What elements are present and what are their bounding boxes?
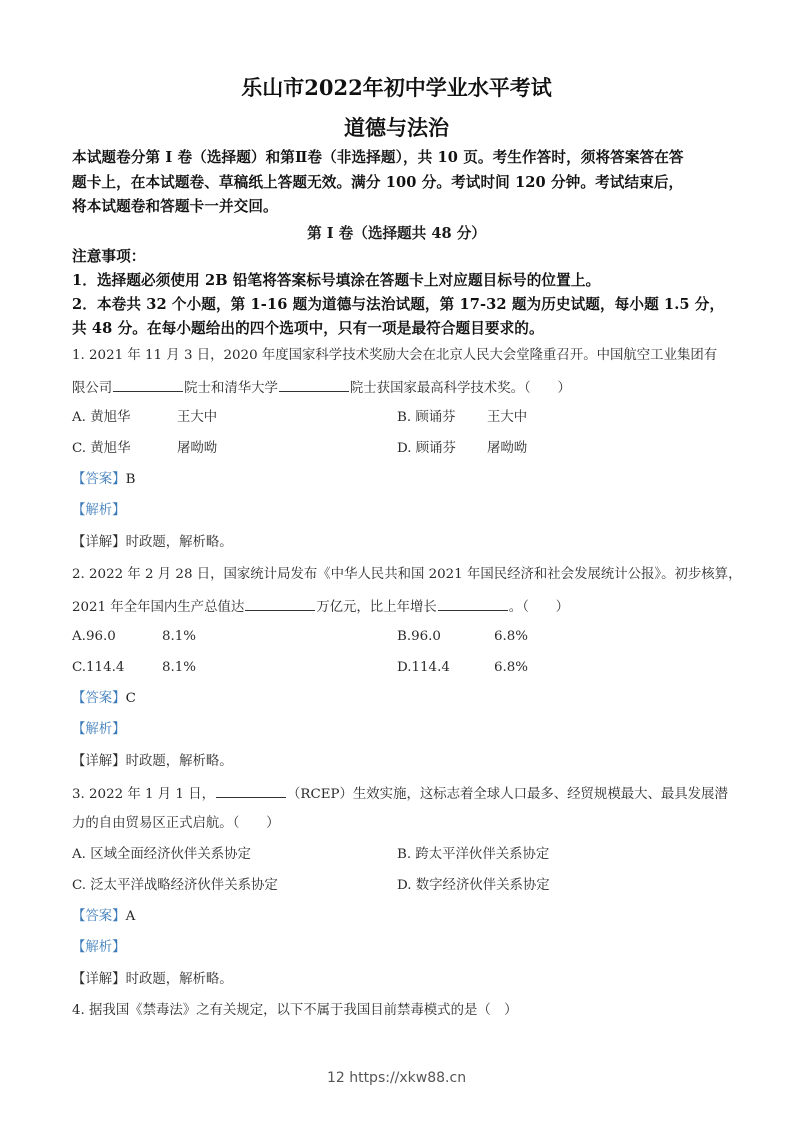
q3-option-c: C. 泛太平洋战略经济伙伴关系协定 — [72, 878, 278, 893]
question-1-stem-line-1: 1. 2021 年 11 月 3 日，2020 年度国家科学技术奖励大会在北京人民大会堂隆重召开。中国航空工业集团有 — [72, 348, 718, 363]
exam-subject: 道德与法治 — [344, 115, 449, 140]
q2-stem-part-a: 2021 年全年国内生产总值达 — [72, 600, 245, 615]
analysis-label: 【解析】 — [72, 940, 126, 955]
fill-blank — [216, 783, 286, 798]
note-item-2-cont: 共 48 分。在每小题给出的四个选项中，只有一项是最符合题目要求的。 — [72, 320, 544, 337]
q2-detail — [72, 752, 233, 772]
page-footer: 12 https://xkw88.cn — [326, 1070, 467, 1086]
q3-option-d: D. 数字经济伙伴关系协定 — [397, 878, 550, 893]
q1-stem-part-c: 院士获国家最高科学技术奖。（ ） — [349, 381, 571, 396]
q3-option-a: A. 区域全面经济伙伴关系协定 — [72, 847, 251, 862]
q1-detail — [72, 533, 233, 553]
q3-option-b: B. 跨太平洋伙伴关系协定 — [397, 847, 550, 862]
answer-label: 【答案】 — [72, 909, 126, 924]
fill-blank — [113, 377, 183, 392]
intro-line-2: 题卡上，在本试题卷、草稿纸上答题无效。满分 100 分。考试时间 120 分钟。考试结束后， — [72, 174, 684, 191]
q2-option-d: D.114.4 6.8% — [397, 660, 529, 675]
q1-answer — [72, 470, 135, 490]
note-item-1: 1．选择题必须使用 2B 铅笔将答案标号填涂在答题卡上对应题目标号的位置上。 — [72, 272, 601, 289]
q3-detail — [72, 970, 233, 990]
answer-value: A — [125, 909, 136, 924]
q2-option-b: B.96.0 6.8% — [397, 629, 529, 644]
question-2-stem-line-1: 2. 2022 年 2 月 28 日，国家统计局发布《中华人民共和国 2021 年国民经济和社会发展统计公报》。初步核算， — [72, 567, 742, 582]
q3-stem-part-b: （RCEP）生效实施，这标志着全球人口最多、经贸规模最大、最具发展潜 — [287, 787, 728, 802]
question-1-stem-line-2 — [72, 377, 571, 399]
detail-label: 【详解】 — [72, 754, 126, 769]
detail-text: 时政题，解析略。 — [125, 535, 233, 550]
detail-text: 时政题，解析略。 — [125, 972, 233, 987]
fill-blank — [245, 596, 315, 611]
detail-text: 时政题，解析略。 — [125, 754, 233, 769]
answer-value: B — [125, 472, 136, 487]
question-3-stem-line-2: 力的自由贸易区正式启航。（ ） — [72, 816, 280, 831]
q2-option-a: A.96.0 8.1% — [72, 629, 197, 644]
q2-answer — [72, 689, 136, 709]
q2-option-c: C.114.4 8.1% — [72, 660, 197, 675]
intro-line-1: 本试题卷分第 I 卷（选择题）和第Ⅱ卷（非选择题），共 10 页。考生作答时，须将答案答在答 — [72, 149, 684, 166]
analysis-label: 【解析】 — [72, 503, 126, 518]
question-4-stem-line-1: 4. 据我国《禁毒法》之有关规定，以下不属于我国目前禁毒模式的是（ ） — [72, 1003, 518, 1018]
intro-line-3: 将本试题卷和答题卡一并交回。 — [72, 198, 278, 215]
notes-heading: 注意事项： — [72, 248, 146, 265]
q1-analysis — [72, 501, 126, 521]
q3-answer — [72, 907, 135, 927]
q3-analysis — [72, 938, 126, 958]
q2-stem-part-c: 。（ ） — [508, 600, 570, 615]
q1-stem-part-b: 院士和清华大学 — [184, 381, 278, 396]
q2-analysis — [72, 720, 126, 740]
q1-option-a: A. 黄旭华 王大中 — [72, 410, 218, 425]
q3-stem-part-a: 3. 2022 年 1 月 1 日， — [72, 787, 215, 802]
q2-stem-part-b: 万亿元，比上年增长 — [316, 600, 437, 615]
fill-blank — [279, 377, 349, 392]
note-item-2: 2．本卷共 32 个小题，第 1-16 题为道德与法治试题，第 17-32 题为历史试题，每小题 1.5 分， — [72, 296, 725, 313]
q1-stem-part-a: 限公司 — [72, 381, 113, 396]
q1-option-b: B. 顾诵芬 王大中 — [397, 410, 528, 425]
answer-value: C — [125, 691, 136, 706]
q1-option-c: C. 黄旭华 屠呦呦 — [72, 441, 218, 456]
section-title: 第 I 卷（选择题共 48 分） — [307, 225, 486, 242]
question-2-stem-line-2 — [72, 596, 569, 618]
fill-blank — [438, 596, 508, 611]
detail-label: 【详解】 — [72, 535, 126, 550]
analysis-label: 【解析】 — [72, 722, 126, 737]
q1-option-d: D. 顾诵芬 屠呦呦 — [397, 441, 528, 456]
answer-label: 【答案】 — [72, 472, 126, 487]
question-3-stem-line-1 — [72, 783, 728, 805]
detail-label: 【详解】 — [72, 972, 126, 987]
answer-label: 【答案】 — [72, 691, 126, 706]
exam-title: 乐山市2022年初中学业水平考试 — [241, 75, 552, 100]
